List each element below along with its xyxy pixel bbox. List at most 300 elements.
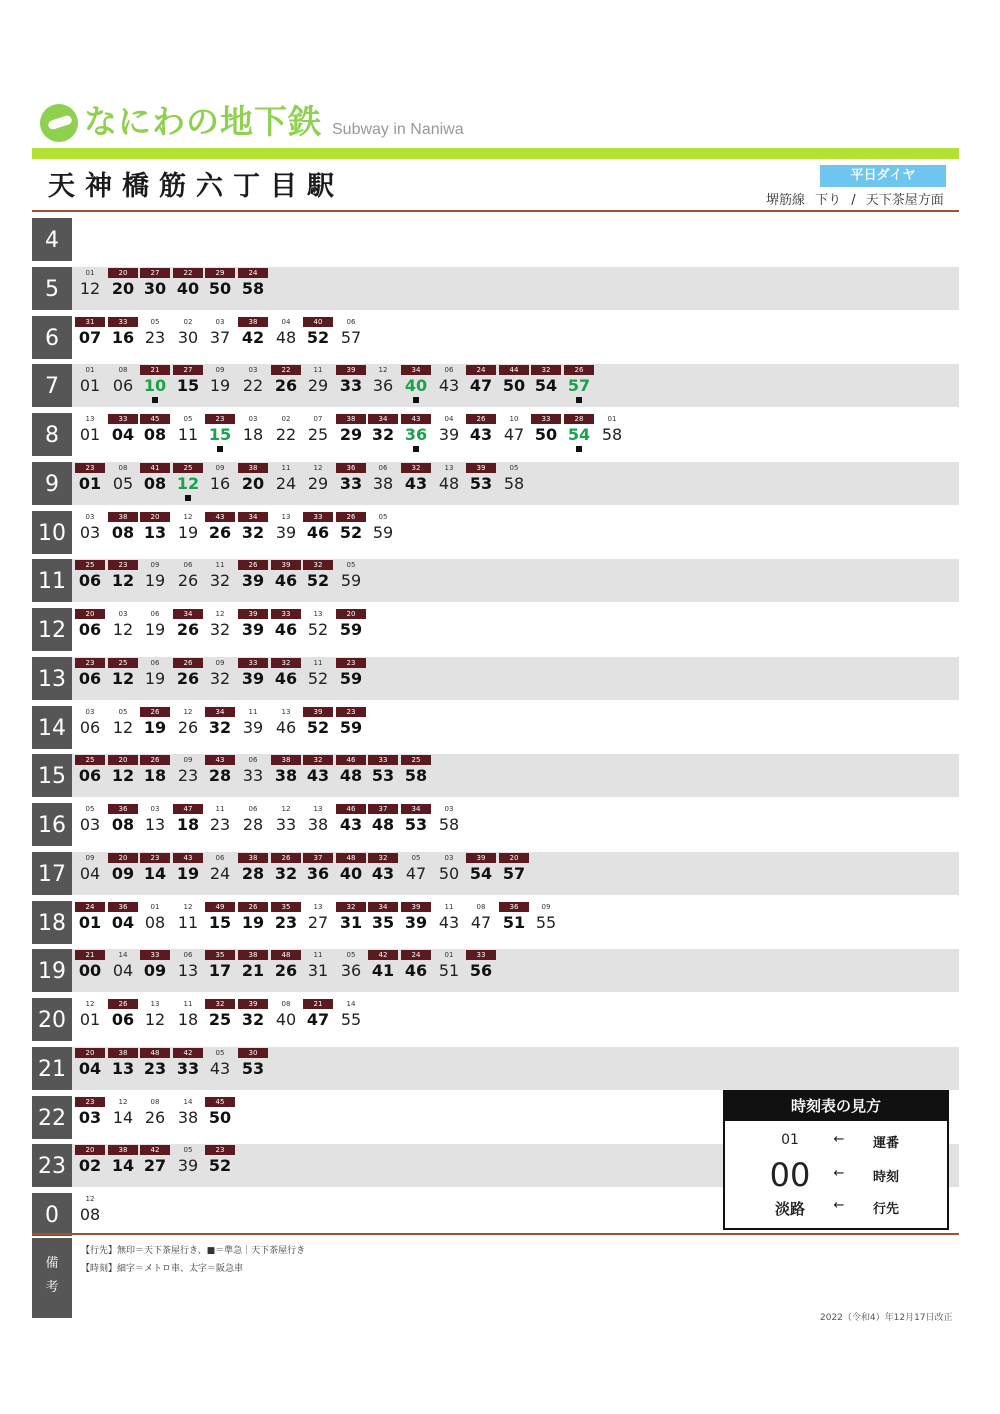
departure <box>139 413 171 456</box>
departure-minute: 13 <box>177 961 199 980</box>
run-number: 26 <box>466 414 496 424</box>
departure <box>270 852 302 895</box>
departure-minute: 52 <box>208 1156 232 1175</box>
departure <box>107 803 139 846</box>
run-number: 06 <box>215 854 225 862</box>
departure-minute: 09 <box>143 961 167 980</box>
departure <box>172 706 204 749</box>
departure <box>270 413 302 456</box>
departure <box>433 949 465 992</box>
departure-minute: 29 <box>307 376 329 395</box>
run-number: 24 <box>75 902 105 912</box>
run-number: 47 <box>173 804 203 814</box>
departure-minute: 59 <box>339 718 363 737</box>
departure-minute: 48 <box>339 766 363 785</box>
departure <box>302 754 334 797</box>
departure <box>74 559 106 602</box>
departure <box>335 316 367 359</box>
departure-minute: 26 <box>177 571 199 590</box>
departure-minute: 52 <box>339 523 363 542</box>
run-number: 13 <box>313 805 323 813</box>
departure <box>74 901 106 944</box>
departure-minute: 23 <box>274 913 298 932</box>
departure <box>74 608 106 651</box>
departure <box>498 462 530 505</box>
hour-row <box>32 998 959 1041</box>
run-number: 34 <box>368 902 398 912</box>
departure <box>139 803 171 846</box>
departure-minute: 50 <box>502 376 526 395</box>
departure-minute: 29 <box>339 425 363 444</box>
run-number: 13 <box>313 610 323 618</box>
departure <box>270 949 302 992</box>
run-number: 05 <box>411 854 421 862</box>
departure <box>74 803 106 846</box>
departure-minute: 43 <box>404 474 428 493</box>
departure-minute: 04 <box>112 961 134 980</box>
departure-minute: 50 <box>208 279 232 298</box>
run-number: 24 <box>401 950 431 960</box>
departure <box>139 657 171 700</box>
departure-minute: 23 <box>209 815 231 834</box>
semi-express-square-icon <box>217 446 223 452</box>
departure-minute: 28 <box>208 766 232 785</box>
run-number: 11 <box>313 366 323 374</box>
departure <box>270 364 302 407</box>
run-number: 46 <box>336 804 366 814</box>
run-number: 35 <box>271 902 301 912</box>
run-number: 11 <box>313 951 323 959</box>
departure-minute: 21 <box>241 961 265 980</box>
hour-label: 23 <box>32 1144 72 1187</box>
departure-minute: 19 <box>177 523 199 542</box>
run-number: 26 <box>238 902 268 912</box>
run-number: 01 <box>85 269 95 277</box>
departure-minute: 43 <box>371 864 395 883</box>
departure-minute: 32 <box>274 864 298 883</box>
hour-label: 15 <box>32 754 72 797</box>
run-number: 12 <box>183 903 193 911</box>
run-number: 33 <box>531 414 561 424</box>
departure-minute: 04 <box>79 864 101 883</box>
departure <box>335 949 367 992</box>
run-number: 33 <box>271 609 301 619</box>
run-number: 11 <box>444 903 454 911</box>
departure-minute: 20 <box>111 279 135 298</box>
departure-minute: 04 <box>78 1059 102 1078</box>
departure-minute: 05 <box>112 474 134 493</box>
hour-row <box>32 462 959 505</box>
departure-minute: 11 <box>177 425 199 444</box>
run-number: 33 <box>108 414 138 424</box>
departure-minute: 14 <box>111 1156 135 1175</box>
run-number: 21 <box>303 999 333 1009</box>
run-number: 06 <box>183 951 193 959</box>
departure-minute: 38 <box>274 766 298 785</box>
departure-minute: 51 <box>438 961 460 980</box>
departure-minute: 32 <box>209 571 231 590</box>
legend-dest-example: 淡路 <box>774 1200 805 1218</box>
semi-express-square-icon <box>413 397 419 403</box>
run-number: 03 <box>215 318 225 326</box>
departure <box>302 998 334 1041</box>
departure <box>433 901 465 944</box>
departure <box>367 803 399 846</box>
departure-minute: 33 <box>339 474 363 493</box>
run-number: 08 <box>281 1000 291 1008</box>
departure-minute: 39 <box>241 620 265 639</box>
departure <box>270 559 302 602</box>
departure-minute: 26 <box>144 1108 166 1127</box>
departure <box>335 559 367 602</box>
hour-row <box>32 511 959 554</box>
run-number: 37 <box>303 853 333 863</box>
run-number: 27 <box>140 268 170 278</box>
departure-minute: 26 <box>176 620 200 639</box>
hour-row <box>32 901 959 944</box>
departure <box>172 1096 204 1139</box>
run-number: 34 <box>238 512 268 522</box>
departure-minute: 27 <box>307 913 329 932</box>
departure <box>335 511 367 554</box>
departure-minute: 50 <box>438 864 460 883</box>
departure <box>139 1047 171 1090</box>
departure-minute: 15 <box>176 376 200 395</box>
departure-minute: 11 <box>177 913 199 932</box>
run-number: 23 <box>205 414 235 424</box>
run-number: 35 <box>205 950 235 960</box>
run-number: 34 <box>401 365 431 375</box>
departure <box>237 706 269 749</box>
departure <box>172 1047 204 1090</box>
run-number: 05 <box>118 708 128 716</box>
departure-minute: 59 <box>339 620 363 639</box>
departure <box>107 511 139 554</box>
departure-minute: 12 <box>111 669 135 688</box>
departure <box>139 754 171 797</box>
run-number: 06 <box>150 610 160 618</box>
departure <box>172 462 204 505</box>
hour-label: 12 <box>32 608 72 651</box>
run-number: 13 <box>281 513 291 521</box>
run-number: 26 <box>140 755 170 765</box>
departure-minute: 33 <box>275 815 297 834</box>
departure <box>172 316 204 359</box>
run-number: 06 <box>346 318 356 326</box>
run-number: 28 <box>564 414 594 424</box>
hour-label: 5 <box>32 267 72 310</box>
run-number: 25 <box>401 755 431 765</box>
run-number: 34 <box>173 609 203 619</box>
departure-minute: 35 <box>371 913 395 932</box>
departure-minute: 31 <box>339 913 363 932</box>
departure-minute: 58 <box>241 279 265 298</box>
run-number: 30 <box>238 1048 268 1058</box>
run-number: 22 <box>271 365 301 375</box>
departure-minute: 23 <box>143 1059 167 1078</box>
departure-minute: 24 <box>275 474 297 493</box>
departure <box>139 608 171 651</box>
departure <box>74 364 106 407</box>
run-number: 13 <box>444 464 454 472</box>
departure-minute: 36 <box>372 376 394 395</box>
run-number: 31 <box>75 317 105 327</box>
departure-minute: 25 <box>208 1010 232 1029</box>
departure-minute: 26 <box>208 523 232 542</box>
departure <box>302 559 334 602</box>
departure-minute: 06 <box>78 669 102 688</box>
departure <box>302 462 334 505</box>
arrow-left-icon: ← <box>833 1132 845 1147</box>
hour-row <box>32 706 959 749</box>
departure-minute: 18 <box>143 766 167 785</box>
departure-minute: 13 <box>143 523 167 542</box>
hour-row <box>32 316 959 359</box>
run-number: 03 <box>444 854 454 862</box>
run-number: 25 <box>108 658 138 668</box>
departure-minute: 08 <box>143 425 167 444</box>
departure <box>498 364 530 407</box>
hour-row <box>32 657 959 700</box>
departure-minute: 36 <box>340 961 362 980</box>
run-number: 05 <box>85 805 95 813</box>
run-number: 38 <box>238 317 268 327</box>
semi-express-square-icon <box>576 446 582 452</box>
departure-minute: 33 <box>176 1059 200 1078</box>
departure <box>172 901 204 944</box>
departure-minute: 46 <box>404 961 428 980</box>
departure <box>107 998 139 1041</box>
run-number: 48 <box>336 853 366 863</box>
departure-minute: 08 <box>111 815 135 834</box>
departure-minute: 01 <box>78 474 102 493</box>
departure-minute: 30 <box>177 328 199 347</box>
run-number: 01 <box>444 951 454 959</box>
run-number: 48 <box>271 950 301 960</box>
departure <box>74 413 106 456</box>
departure <box>107 949 139 992</box>
departure <box>74 267 106 310</box>
departure-minute: 12 <box>112 620 134 639</box>
run-number: 12 <box>378 366 388 374</box>
departure <box>204 901 236 944</box>
departure <box>465 949 497 992</box>
departure <box>107 901 139 944</box>
legend-dest-label: 行先 <box>872 1202 899 1217</box>
run-number: 23 <box>336 707 366 717</box>
run-number: 10 <box>509 415 519 423</box>
departure <box>465 413 497 456</box>
departure <box>237 754 269 797</box>
run-number: 25 <box>173 463 203 473</box>
departure-minute: 32 <box>371 425 395 444</box>
departure <box>237 511 269 554</box>
departure-minute: 12 <box>111 766 135 785</box>
departure <box>204 949 236 992</box>
run-number: 23 <box>75 463 105 473</box>
departure-minute: 06 <box>112 376 134 395</box>
departure <box>270 998 302 1041</box>
departure <box>139 559 171 602</box>
departure <box>530 413 562 456</box>
hour-row <box>32 218 959 261</box>
run-number: 12 <box>215 610 225 618</box>
run-number: 32 <box>336 902 366 912</box>
departure-minute: 19 <box>176 864 200 883</box>
legend-title: 時刻表の見方 <box>725 1092 947 1121</box>
run-number: 09 <box>215 464 225 472</box>
departure-minute: 52 <box>306 328 330 347</box>
departure-minute: 27 <box>143 1156 167 1175</box>
run-number: 36 <box>336 463 366 473</box>
departure <box>302 949 334 992</box>
departure <box>172 754 204 797</box>
departure <box>237 413 269 456</box>
departure-minute: 32 <box>209 620 231 639</box>
departure <box>302 852 334 895</box>
departure <box>204 1047 236 1090</box>
notes-label <box>32 1238 72 1318</box>
departure <box>465 852 497 895</box>
departure <box>400 364 432 407</box>
run-number: 33 <box>303 512 333 522</box>
departure <box>172 803 204 846</box>
departure <box>172 949 204 992</box>
hour-row <box>32 754 959 797</box>
departure <box>400 803 432 846</box>
notes-label-2: 考 <box>45 1280 59 1295</box>
run-number: 23 <box>336 658 366 668</box>
hour-row <box>32 267 959 310</box>
departure <box>139 267 171 310</box>
departure-minute: 18 <box>177 1010 199 1029</box>
departure-minute: 17 <box>208 961 232 980</box>
run-number: 39 <box>401 902 431 912</box>
departure-minute: 01 <box>78 913 102 932</box>
departure-minute: 40 <box>339 864 363 883</box>
legend-box <box>723 1090 949 1230</box>
run-number: 05 <box>150 318 160 326</box>
departure-minute: 15 <box>208 425 232 444</box>
hour-label: 8 <box>32 413 72 456</box>
departure <box>400 413 432 456</box>
departure-minute: 39 <box>275 523 297 542</box>
run-number: 20 <box>108 755 138 765</box>
departure-minute: 19 <box>144 571 166 590</box>
run-number: 09 <box>215 659 225 667</box>
departure-minute: 55 <box>535 913 557 932</box>
hour-row <box>32 364 959 407</box>
departure <box>237 462 269 505</box>
departure-minute: 28 <box>241 864 265 883</box>
run-number: 38 <box>108 1048 138 1058</box>
departure-minute: 19 <box>209 376 231 395</box>
departure <box>367 949 399 992</box>
departure-minute: 46 <box>274 571 298 590</box>
departure <box>107 316 139 359</box>
departure-minute: 23 <box>177 766 199 785</box>
departure-minute: 39 <box>241 571 265 590</box>
run-number: 01 <box>85 366 95 374</box>
departure-minute: 04 <box>111 425 135 444</box>
departure-minute: 46 <box>306 523 330 542</box>
departure <box>107 267 139 310</box>
hour-label: 10 <box>32 511 72 554</box>
departure-minute: 18 <box>176 815 200 834</box>
departure-minute: 25 <box>307 425 329 444</box>
run-number: 03 <box>248 415 258 423</box>
departure-minute: 20 <box>241 474 265 493</box>
departure <box>204 413 236 456</box>
departure-minute: 52 <box>307 669 329 688</box>
run-number: 05 <box>378 513 388 521</box>
departure <box>204 1096 236 1139</box>
run-number: 09 <box>85 854 95 862</box>
departure <box>433 364 465 407</box>
departure-minute: 19 <box>143 718 167 737</box>
departure-minute: 12 <box>79 279 101 298</box>
departure-minute: 24 <box>209 864 231 883</box>
departure-minute: 51 <box>502 913 526 932</box>
run-number: 39 <box>466 463 496 473</box>
run-number: 04 <box>444 415 454 423</box>
departure-minute: 55 <box>340 1010 362 1029</box>
run-number: 20 <box>75 1048 105 1058</box>
run-number: 26 <box>140 707 170 717</box>
departure-minute: 07 <box>78 328 102 347</box>
departure-minute: 22 <box>275 425 297 444</box>
departure <box>367 413 399 456</box>
departure <box>107 657 139 700</box>
departure-minute: 57 <box>567 376 591 395</box>
departure-minute: 04 <box>111 913 135 932</box>
notes-label-1: 備 <box>45 1256 59 1271</box>
departure <box>204 462 236 505</box>
run-number: 20 <box>75 609 105 619</box>
departure-minute: 26 <box>177 718 199 737</box>
departure-minute: 08 <box>111 523 135 542</box>
run-number: 32 <box>531 365 561 375</box>
departure <box>74 462 106 505</box>
departure <box>237 559 269 602</box>
departure-minute: 31 <box>307 961 329 980</box>
hour-label: 9 <box>32 462 72 505</box>
departure <box>204 852 236 895</box>
semi-express-square-icon <box>576 397 582 403</box>
run-number: 32 <box>401 463 431 473</box>
departure <box>302 706 334 749</box>
departure-minute: 26 <box>274 376 298 395</box>
departure-minute: 12 <box>111 571 135 590</box>
footer-divider <box>32 1233 959 1235</box>
departure <box>107 462 139 505</box>
departure <box>335 901 367 944</box>
departure <box>237 1047 269 1090</box>
run-number: 20 <box>499 853 529 863</box>
departure-minute: 38 <box>307 815 329 834</box>
departure-minute: 13 <box>111 1059 135 1078</box>
departure <box>563 413 595 456</box>
departure <box>107 706 139 749</box>
departure-minute: 12 <box>112 718 134 737</box>
departure <box>139 1144 171 1187</box>
run-number: 33 <box>140 950 170 960</box>
departure-minute: 58 <box>438 815 460 834</box>
departure-minute: 46 <box>274 669 298 688</box>
departure <box>204 267 236 310</box>
run-number: 12 <box>281 805 291 813</box>
run-number: 43 <box>205 755 235 765</box>
